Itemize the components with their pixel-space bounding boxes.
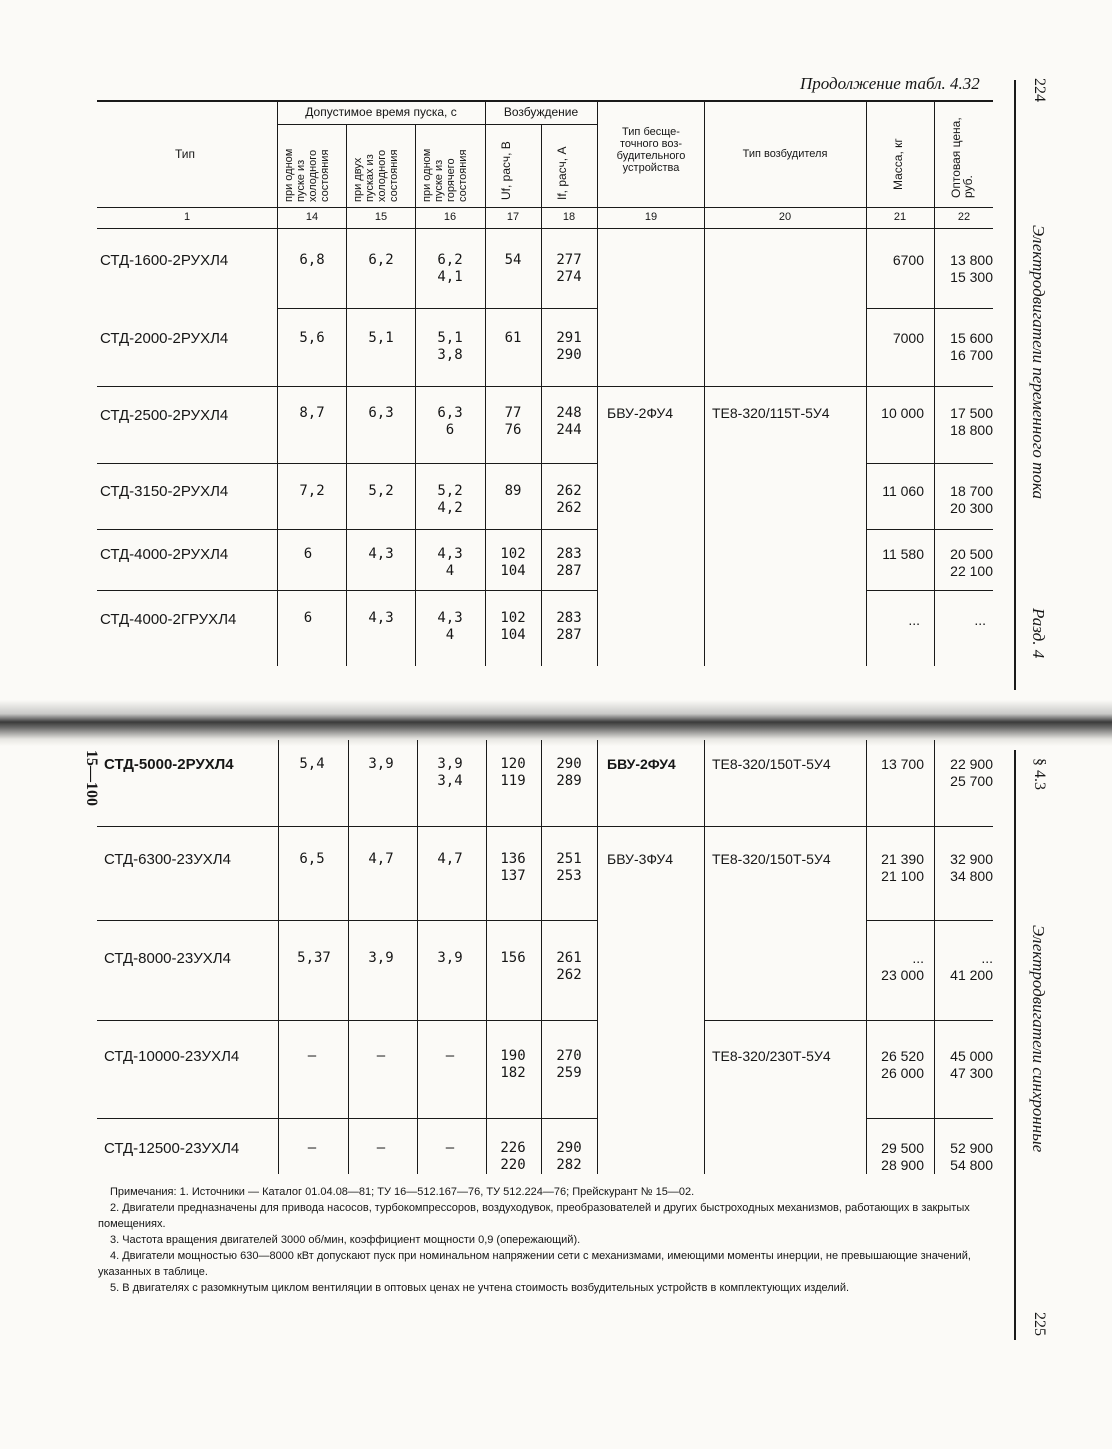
cell-18: 290 289 — [556, 756, 582, 789]
header-exciter: Тип возбудителя — [742, 148, 828, 160]
header-start-group: Допустимое время пуска, с — [305, 105, 457, 119]
cell-20: ТЕ8-320/150Т-5У4 — [712, 756, 831, 772]
cell-21: ... 23 000 — [881, 950, 924, 983]
cell-22: ... — [974, 612, 986, 628]
cell-18: 262 262 — [556, 483, 582, 516]
right-margin-rule-top — [1014, 80, 1016, 690]
vline-21 — [866, 100, 867, 666]
cell-21: 11 580 — [882, 546, 924, 562]
vline-14 — [277, 100, 278, 666]
header-group-rule — [277, 124, 597, 125]
cell-14: 5,6 — [299, 330, 325, 346]
vline-b-19 — [597, 740, 598, 1174]
cell-17: 77 76 — [504, 405, 522, 438]
row-type: СТД-10000-23УХЛ4 — [104, 1048, 240, 1065]
colnum-22: 22 — [957, 211, 971, 223]
colnum-15: 15 — [374, 211, 388, 223]
cell-16: — — [445, 1048, 455, 1064]
cell-21: 6700 — [892, 252, 924, 268]
header-uf: Uf, расч, В — [499, 141, 513, 200]
cell-15: 4,3 — [368, 610, 394, 626]
cell-18: 290 282 — [556, 1140, 582, 1173]
vline-22 — [934, 100, 935, 666]
cell-16: 4,3 4 — [437, 610, 463, 643]
vline-15 — [346, 124, 347, 666]
header-start-hot-one: при одном пуске из горячего состояния — [421, 148, 469, 202]
cell-20: ТЕ8-320/150Т-5У4 — [712, 851, 831, 867]
row-sep-top-5a — [97, 590, 597, 591]
row-sep-bot-4b — [867, 1118, 993, 1119]
row-sep-top-1b — [867, 308, 993, 309]
cell-14: 8,7 — [299, 405, 325, 421]
cell-16: 3,9 3,4 — [437, 756, 463, 789]
cell-16: 6,3 6 — [437, 405, 463, 438]
colnum-18: 18 — [562, 211, 576, 223]
row-type: СТД-1600-2РУХЛ4 — [100, 252, 229, 269]
colnum-21: 21 — [893, 211, 907, 223]
cell-16: 4,3 4 — [437, 546, 463, 579]
cell-16: 3,9 — [437, 950, 463, 966]
cell-22: ... 41 200 — [950, 950, 993, 983]
row-type: СТД-12500-23УХЛ4 — [104, 1140, 240, 1157]
cell-16: 6,2 4,1 — [437, 252, 463, 285]
row-sep-bot-4a — [97, 1118, 597, 1119]
cell-22: 32 900 34 800 — [950, 851, 993, 884]
cell-19: БВУ-3ФУ4 — [607, 851, 674, 867]
scan-fold-shadow — [0, 700, 1112, 746]
cell-21: 29 500 28 900 — [881, 1140, 924, 1173]
cell-22: 52 900 54 800 — [950, 1140, 993, 1173]
row-type: СТД-2500-2РУХЛ4 — [100, 407, 229, 424]
cell-14: 6,8 — [299, 252, 325, 268]
cell-21: 11 060 — [882, 483, 924, 499]
cell-22: 18 700 20 300 — [950, 483, 993, 516]
vline-b-18 — [541, 740, 542, 1174]
vline-20 — [704, 100, 705, 666]
cell-17: 102 104 — [500, 610, 526, 643]
row-sep-top-3b — [867, 463, 993, 464]
page-number-right: 225 — [1031, 1312, 1048, 1336]
header-type: Тип — [174, 147, 195, 161]
page-number-left: 224 — [1031, 78, 1048, 102]
cell-15: 4,7 — [368, 851, 394, 867]
cell-17: 61 — [504, 330, 522, 346]
colnum-19: 19 — [644, 211, 658, 223]
cell-18: 291 290 — [556, 330, 582, 363]
cell-17: 136 137 — [500, 851, 526, 884]
cell-19: БВУ-2ФУ4 — [607, 756, 676, 772]
vline-17 — [485, 100, 486, 666]
cell-22: 15 600 16 700 — [950, 330, 993, 363]
colnum-1: 1 — [183, 211, 191, 223]
cell-15: — — [376, 1048, 386, 1064]
cell-19: БВУ-2ФУ4 — [607, 405, 674, 421]
cell-14: 6,5 — [299, 851, 325, 867]
cell-18: 270 259 — [556, 1048, 582, 1081]
header-if: If, расч, А — [555, 146, 569, 200]
row-sep-top-5b — [867, 590, 993, 591]
cell-18: 283 287 — [556, 546, 582, 579]
cell-16: 5,1 3,8 — [437, 330, 463, 363]
cell-21: 21 390 21 100 — [881, 851, 924, 884]
cell-14: — — [307, 1140, 317, 1156]
cell-14: — — [307, 1048, 317, 1064]
cell-17: 190 182 — [500, 1048, 526, 1081]
cell-20: ТЕ8-320/115Т-5У4 — [712, 405, 830, 421]
cell-14: 5,4 — [299, 756, 325, 772]
note-3: 3. Частота вращения двигателей 3000 об/мин, коэффициент мощности 0,9 (опережающий). — [110, 1234, 581, 1246]
cell-16: 5,2 4,2 — [437, 483, 463, 516]
cell-15: 4,3 — [368, 546, 394, 562]
cell-16: — — [445, 1140, 455, 1156]
row-sep-top-4a — [97, 529, 597, 530]
cell-14: 7,2 — [299, 483, 325, 499]
note-1: Примечания: 1. Источники — Каталог 01.04.08—81; ТУ 16—512.167—76, ТУ 512.224—76; Прейскурант № 15—02. — [110, 1186, 695, 1198]
cell-20: ТЕ8-320/230Т-5У4 — [712, 1048, 831, 1064]
row-sep-top-4b — [867, 529, 993, 530]
row-sep-bot-2a — [97, 920, 597, 921]
cell-18: 277 274 — [556, 252, 582, 285]
colnum-16: 16 — [443, 211, 457, 223]
colnum-17: 17 — [506, 211, 520, 223]
cell-17: 156 — [500, 950, 526, 966]
row-type: СТД-3150-2РУХЛ4 — [100, 483, 229, 500]
row-sep-top-3a — [97, 463, 597, 464]
vline-19 — [597, 100, 598, 666]
cell-21: 10 000 — [881, 405, 924, 421]
vline-b-20 — [704, 740, 705, 1174]
cell-21: 13 700 — [881, 756, 924, 772]
header-start-cold-one: при одном пуске из холодного состояния — [283, 148, 331, 202]
side-paragraph: § 4.3 — [1031, 758, 1048, 790]
header-mass: Масса, кг — [891, 138, 905, 190]
right-margin-rule-bottom — [1014, 750, 1016, 1340]
row-sep-bot-1 — [97, 826, 993, 827]
signature-mark: 15—100 — [83, 750, 100, 806]
row-type: СТД-4000-2РУХЛ4 — [100, 546, 229, 563]
cell-17: 226 220 — [500, 1140, 526, 1173]
table-notes — [98, 1184, 990, 1296]
row-type: СТД-5000-2РУХЛ4 — [104, 756, 234, 773]
cell-15: 6,3 — [368, 405, 394, 421]
vline-16 — [415, 124, 416, 666]
vline-b-22 — [934, 740, 935, 1174]
cell-22: 45 000 47 300 — [950, 1048, 993, 1081]
cell-14: 6 — [303, 546, 313, 562]
cell-16: 4,7 — [437, 851, 463, 867]
header-price: Оптовая цена, руб. — [949, 117, 975, 198]
row-sep-top-2 — [97, 386, 993, 387]
side-section-top: Разд. 4 — [1029, 608, 1048, 659]
cell-15: 5,2 — [368, 483, 394, 499]
header-top-rule — [97, 100, 993, 102]
row-sep-bot-3b — [705, 1020, 993, 1021]
cell-15: 3,9 — [368, 950, 394, 966]
header-start-cold-two: при двух пусках из холодного состояния — [352, 149, 400, 202]
row-sep-bot-2b — [867, 920, 993, 921]
cell-18: 283 287 — [556, 610, 582, 643]
cell-21: 26 520 26 000 — [881, 1048, 924, 1081]
cell-15: 6,2 — [368, 252, 394, 268]
row-type: СТД-4000-2ГРУХЛ4 — [100, 611, 237, 628]
note-4: 4. Двигатели мощностью 630—8000 кВт допускают пуск при номинальном напряжении сети с механизмами, имеющими моменты инерции, не превышающие значений, указанных в таблице. — [98, 1250, 971, 1278]
cell-18: 251 253 — [556, 851, 582, 884]
colnum-14: 14 — [305, 211, 319, 223]
row-sep-top-1a — [278, 308, 597, 309]
note-2: 2. Двигатели предназначены для привода насосов, турбокомпрессоров, воздуходувок, преобразователей и других быстроходных механизмов, работающих в закрытых помещениях. — [98, 1202, 970, 1230]
row-type: СТД-8000-23УХЛ4 — [104, 950, 231, 967]
header-brushless: Тип бесще-точного воз-будительного устройства — [616, 126, 686, 174]
cell-17: 120 119 — [500, 756, 526, 789]
cell-18: 261 262 — [556, 950, 582, 983]
cell-17: 89 — [504, 483, 522, 499]
vline-18 — [541, 124, 542, 666]
cell-14: 6 — [303, 610, 313, 626]
row-type: СТД-2000-2РУХЛ4 — [100, 330, 229, 347]
cell-17: 54 — [504, 252, 522, 268]
cell-22: 20 500 22 100 — [950, 546, 993, 579]
cell-15: 3,9 — [368, 756, 394, 772]
note-5: 5. В двигателях с разомкнутым циклом вентиляции в оптовых ценах не учтена стоимость возбудительных устройств в комплектующих изделий. — [110, 1282, 850, 1294]
vline-b-14 — [278, 740, 279, 1174]
cell-22: 17 500 18 800 — [950, 405, 993, 438]
cell-21: ... — [908, 612, 920, 628]
header-excitation-group: Возбуждение — [503, 105, 579, 119]
cell-22: 13 800 15 300 — [950, 252, 993, 285]
cell-14: 5,37 — [297, 950, 331, 966]
colnum-20: 20 — [778, 211, 792, 223]
header-bottom-rule — [97, 207, 993, 208]
row-type: СТД-6300-23УХЛ4 — [104, 851, 231, 868]
cell-15: — — [376, 1140, 386, 1156]
cell-15: 5,1 — [368, 330, 394, 346]
colnum-rule — [97, 228, 993, 229]
cell-17: 102 104 — [500, 546, 526, 579]
side-title-top: Электродвигатели переменного тока — [1029, 225, 1048, 499]
cell-21: 7000 — [892, 330, 924, 346]
cell-22: 22 900 25 700 — [950, 756, 993, 789]
side-title-bottom: Электродвигатели синхронные — [1029, 925, 1048, 1153]
table-caption: Продолжение табл. 4.32 — [800, 74, 980, 93]
cell-18: 248 244 — [556, 405, 582, 438]
row-sep-bot-3a — [97, 1020, 597, 1021]
